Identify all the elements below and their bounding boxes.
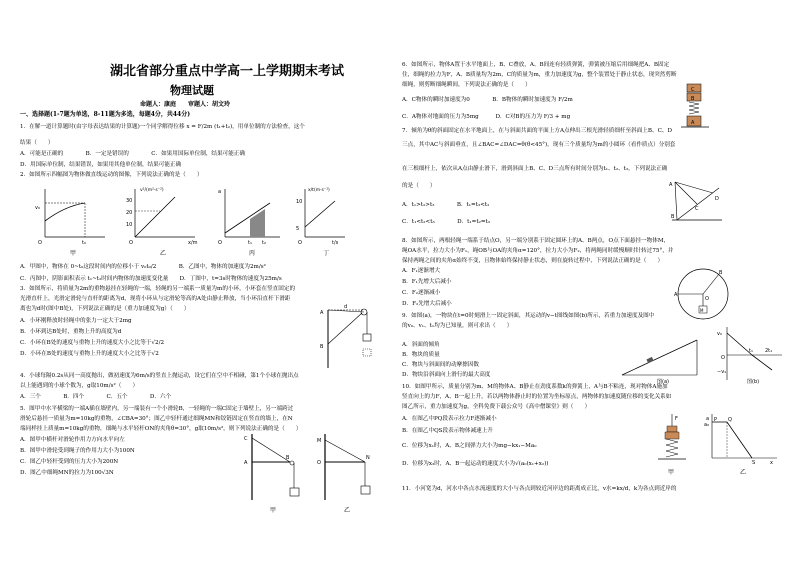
svg-text:v²/(m²·s⁻²): v²/(m²·s⁻²) bbox=[140, 188, 164, 193]
svg-text:A: A bbox=[691, 120, 695, 126]
svg-text:O: O bbox=[38, 240, 42, 246]
svg-text:v₀: v₀ bbox=[35, 205, 40, 211]
svg-text:F: F bbox=[675, 416, 678, 422]
q10-option-c: C．位移为x₁时，A、B之间弹力大小为mg−kx₁−Ma₀ bbox=[402, 443, 537, 449]
svg-text:图(a): 图(a) bbox=[657, 379, 669, 385]
q9-stem-2: 的v₀、v₁、t₁均为已知量，则可求出（ ） bbox=[402, 323, 513, 329]
q6-stem-1: 6．如图所示，物体A置于水平地面上，B、C叠放，A、B间连有轻质弹簧，弹簧被压缩后用细绳把A、B固定 bbox=[402, 62, 670, 68]
svg-text:S: S bbox=[752, 460, 756, 466]
q10-figures bbox=[652, 412, 787, 482]
q8-option-c: C．F₂逐渐减小 bbox=[402, 290, 441, 296]
svg-text:D: D bbox=[715, 196, 719, 202]
q6-options-ab: A．C物体的瞬时加速度为0 B．B物体的瞬时加速度为 F/2m bbox=[402, 97, 573, 103]
q7-options-ab: A．t₁>t₂>t₃ B．t₁=t₃<t₂ bbox=[402, 202, 490, 208]
q10-option-a: A．在图乙中PQ段表示拉力F逐渐减小 bbox=[402, 416, 497, 422]
q10-option-d: D．位移为x₃时，A、B一起运动的速度大小为√(a₀(x₁+x₂)) bbox=[402, 461, 549, 467]
q1-stem: 1．在解一道计算题时(由字母表达结果的计算题)一个同学解得位移 x = F/2m (t₁+t₂)，用单位制的方法检查，这个 bbox=[20, 124, 305, 130]
svg-text:C: C bbox=[695, 206, 699, 212]
figure-a bbox=[622, 340, 697, 385]
svg-text:丁: 丁 bbox=[323, 250, 330, 257]
graph-jia bbox=[35, 189, 105, 257]
svg-text:O: O bbox=[298, 240, 302, 246]
q5-stem-2: 滑轮后悬挂一质量为m=10kg的重物，∠CBA=30°；图乙中轻杆通过细绳MN和铰链固定在竖直的墙上，在N bbox=[20, 416, 293, 422]
q5-option-d: D．图乙中细绳MN的拉力为100√3N bbox=[20, 470, 114, 476]
q10-stem-1: 10．如图甲所示，质量分别为m、M的物体A、B静止在劲度系数k的弹簧上，A与B不粘连，现对物体A施加 bbox=[402, 384, 668, 390]
svg-text:t₁: t₁ bbox=[248, 240, 252, 246]
svg-text:丙: 丙 bbox=[249, 250, 256, 257]
svg-text:t₀: t₀ bbox=[82, 240, 86, 246]
q10-stem-3: 图乙所示，重力加速度为g，全科免费下载公众号《高中僧课堂》则（ ） bbox=[402, 404, 591, 410]
q11-stem-1: 11．小河宽为d，河水中各点水流速度的大小与各点到较近河岸边的距离成正比，v水=kx/d，k为各点到近岸的 bbox=[402, 486, 677, 492]
figure-yi bbox=[317, 434, 370, 514]
figure-jia bbox=[658, 414, 686, 476]
svg-text:O: O bbox=[218, 240, 222, 246]
q7-options-cd: C．t₁<t₂<t₃ D．t₁=t₂=t₃ bbox=[402, 219, 491, 225]
q8-figure bbox=[675, 266, 735, 324]
exam-title: 湖北省部分重点中学高一上学期期末考试 bbox=[110, 64, 345, 79]
svg-text:Q: Q bbox=[728, 417, 732, 423]
q10-stem-2: 竖直向上的力F，A、B一起上升，若以两物体静止时的位置为坐标原点，两物体的加速度随位移的变化关系如 bbox=[402, 394, 672, 400]
q7-stem-4: 的是（ ） bbox=[402, 183, 436, 189]
svg-text:v₀: v₀ bbox=[717, 331, 722, 337]
q6-stem-3: 细绳，则剪断细绳瞬间，下列说法正确的是（ ） bbox=[402, 82, 531, 88]
q3-stem-1: 3．如图所示，将质量为2m的重物悬挂在轻绳的一端，轻绳的另一端系一质量为m的小环，小环套在竖直固定的 bbox=[20, 286, 296, 292]
q7-stem-1: 7．倾角为θ的斜面固定在水平地面上，在与斜面共面的平面上方A点伸出三根光滑轻质细杆至斜面上B、C、D bbox=[402, 128, 672, 134]
q3-option-c: C．小环在B处的速度与重物上升的速度大小之比等于√2/2 bbox=[20, 340, 165, 346]
svg-text:图(b): 图(b) bbox=[747, 379, 760, 385]
q10-option-b: B．在图乙中QS段表示物体减速上升 bbox=[402, 428, 493, 434]
svg-text:−v₁: −v₁ bbox=[717, 369, 727, 375]
svg-text:a: a bbox=[706, 416, 710, 422]
svg-text:O: O bbox=[721, 355, 725, 361]
svg-text:x/m: x/m bbox=[188, 240, 198, 246]
q9-option-a: A．斜面的倾角 bbox=[402, 342, 440, 348]
q5-option-b: B．图甲中滑轮受到绳子的作用力大小为100N bbox=[20, 448, 135, 454]
svg-text:A: A bbox=[320, 310, 324, 316]
q4-options: A．三个 B．四个 C．五个 D．六个 bbox=[20, 394, 172, 400]
q3-stem-3: 离也为d时(图中B处)，下列说法正确的是（重力加速度为g）（ ） bbox=[20, 306, 190, 312]
q6-stem-2: 住，细绳的拉力为F，A、B质量均为2m，C的质量为m，重力加速度为g，整个装置处于静止状态，现突然剪断 bbox=[402, 72, 677, 78]
exam-authors: 命题人：康庭 审题人：胡文玲 bbox=[140, 101, 231, 108]
svg-text:乙: 乙 bbox=[740, 469, 747, 476]
svg-text:B: B bbox=[719, 270, 723, 276]
svg-text:A: A bbox=[244, 460, 248, 466]
svg-text:a₀: a₀ bbox=[704, 422, 710, 428]
q8-stem-1: 8．如图所示，两根轻绳一端系于结点O，另一端分别系于固定圆环上的A、B两点，O点下面悬挂一物体M， bbox=[402, 238, 670, 244]
q3-option-b: B．小环到达B处时，重物上升的高度为d bbox=[20, 329, 122, 335]
svg-text:10: 10 bbox=[296, 199, 303, 205]
svg-text:P: P bbox=[714, 417, 718, 423]
q8-option-d: D．F₂先增大后减小 bbox=[402, 301, 452, 307]
svg-text:B: B bbox=[320, 344, 324, 350]
q9-option-c: C．物块与斜面间的动摩擦因数 bbox=[402, 362, 479, 368]
svg-text:B: B bbox=[691, 96, 695, 102]
svg-text:5: 5 bbox=[296, 226, 300, 232]
q8-option-b: B．F₁先增大后减小 bbox=[402, 279, 452, 285]
svg-text:A: A bbox=[669, 182, 673, 188]
svg-text:t/s: t/s bbox=[332, 240, 339, 246]
svg-text:a: a bbox=[218, 189, 222, 195]
svg-text:甲: 甲 bbox=[70, 250, 77, 257]
svg-text:乙: 乙 bbox=[160, 250, 167, 257]
exam-subtitle: 物理试题 bbox=[170, 84, 214, 97]
q5-option-c: C．图乙中轻杆受到的压力大小为200N bbox=[20, 459, 119, 465]
q3-stem-2: 光滑直杆上，光滑定滑轮与直杆的距离为d，现将小环从与定滑轮等高的A处由静止释放，当小环沿直杆下滑距 bbox=[20, 296, 291, 302]
q5-option-a: A．图甲中横杆对滑轮作用力方向水平向左 bbox=[20, 437, 125, 443]
q1-options-abc: A．可能是正确的 B．一定是错误的 C．如果用国际单位制，结果可能正确 bbox=[20, 151, 245, 157]
q3-option-d: D．小环在B处的速度与重物上升的速度大小之比等于√2 bbox=[20, 351, 159, 357]
svg-text:B: B bbox=[671, 214, 675, 220]
q5-figures bbox=[240, 430, 390, 520]
right-column bbox=[397, 0, 794, 562]
svg-text:t₁: t₁ bbox=[749, 348, 753, 354]
svg-text:A: A bbox=[674, 292, 678, 298]
q7-stem-2: 三点，其中AC与斜面垂直，且∠BAC=∠DAC=θ(θ<45°)，现有三个质量均为m的小圆环（看作质点）分别套 bbox=[402, 142, 676, 148]
svg-text:2t₁: 2t₁ bbox=[765, 348, 773, 354]
svg-text:10: 10 bbox=[126, 222, 133, 228]
figure-yi bbox=[704, 414, 777, 476]
q6-options-cd: C．A物体对地面的压力为5mg D．C对B的压力为 F/3 + mg bbox=[402, 114, 571, 120]
q8-stem-2: 绳OA水平，拉力大小为F₁，绳OB与OA的夹角α=120°，拉力大小为F₂，将两绳同时缓慢顺时针转过75°，并 bbox=[402, 248, 674, 254]
figure-b bbox=[717, 327, 782, 385]
q2-stem: 2．如图所示四幅图为物体做直线运动的图像，下列说法正确的是（ ） bbox=[20, 172, 203, 178]
q8-option-a: A．F₁逐渐增大 bbox=[402, 268, 441, 274]
svg-text:N: N bbox=[366, 455, 370, 461]
svg-text:x/t(m·s⁻¹): x/t(m·s⁻¹) bbox=[308, 188, 330, 193]
svg-text:B: B bbox=[286, 455, 290, 461]
svg-text:O: O bbox=[317, 460, 321, 466]
q3-option-a: A．小环刚释放时轻绳中的张力一定大于2mg bbox=[20, 318, 132, 324]
svg-text:t₂: t₂ bbox=[262, 240, 266, 246]
svg-text:x: x bbox=[770, 460, 773, 466]
section-instructions: 一、选择题(1-7题为单选，8-11题为多选，每题4分，共44分) bbox=[20, 111, 191, 118]
q1-stem-2: 结果（ ） bbox=[20, 140, 54, 146]
q4-stem-2: 以上能遇到的小球个数为，g取10m/s²（ ） bbox=[20, 383, 139, 389]
graph-bing bbox=[218, 189, 280, 257]
q5-stem-1: 5．图甲中水平横梁的一端A插在墙壁内，另一端装有一个小滑轮B，一轻绳的一端C固定于墙壁上，另一端跨过 bbox=[20, 406, 294, 412]
q1-option-d: D．用国际单位制，结果错误，如果用其他单位制，结果可能正确 bbox=[20, 162, 182, 168]
q7-figure bbox=[667, 180, 727, 225]
q4-stem-1: 4．小球每隔0.2s从同一高度抛出，做初速度为6m/s的竖直上抛运动，设它们在空中不相碰，第1个小球在抛出点 bbox=[20, 373, 299, 379]
q9-stem-1: 9．如图(a)，一物块在t=0时刻滑上一固定斜面，其运动的v−t图线如图(b)所示，若重力加速度及图中 bbox=[402, 313, 655, 319]
q7-stem-3: 在三根细杆上，依次从A点由静止滑下，滑到斜面上B、C、D三点所有时间分别为t₁、t₂、t₃，下列说法正确 bbox=[402, 166, 668, 172]
svg-text:O: O bbox=[705, 296, 709, 302]
q2-graphs bbox=[30, 181, 350, 261]
svg-text:C: C bbox=[691, 87, 695, 93]
graph-yi bbox=[126, 187, 198, 257]
svg-text:乙: 乙 bbox=[344, 507, 351, 514]
q5-stem-3: 端同样挂上质量m=10kg的重物，细绳与水平轻杆ON的夹角θ=30°，g取10m/s²，则下列说法正确的是（ ） bbox=[20, 426, 302, 432]
svg-text:C: C bbox=[244, 436, 248, 442]
q2-options-cd: C．丙图中，阴影面积表示 t₁~t₂时间内物体的加速度变化量 D．丁图中，t=3s时物体的速度为25m/s bbox=[20, 276, 282, 282]
q3-figure bbox=[318, 306, 378, 372]
svg-text:甲: 甲 bbox=[270, 507, 277, 514]
q9-figures bbox=[617, 325, 787, 385]
svg-text:30: 30 bbox=[126, 198, 133, 204]
q2-options-ab: A．甲图中，物体在 0~t₀这段时间内的位移小于 v₀t₀/2 B．乙图中，物体的加速度为2m/s² bbox=[20, 264, 266, 270]
svg-text:M: M bbox=[700, 308, 704, 313]
svg-text:d: d bbox=[344, 304, 348, 310]
svg-text:甲: 甲 bbox=[668, 469, 675, 476]
q8-stem-3: 保持两绳之间的夹角α始终不变，且物体始终保持静止状态，则在旋转过程中，下列说法正确的是（ ） bbox=[402, 258, 664, 264]
q6-figure bbox=[677, 82, 717, 132]
figure-jia bbox=[244, 434, 299, 514]
q9-option-b: B．物块的质量 bbox=[402, 352, 440, 358]
graph-ding bbox=[296, 187, 345, 257]
svg-text:20: 20 bbox=[126, 210, 133, 216]
svg-text:M: M bbox=[317, 438, 322, 444]
q9-option-d: D．物块沿斜面向上滑行的最大高度 bbox=[402, 372, 491, 378]
svg-text:O: O bbox=[129, 240, 133, 246]
